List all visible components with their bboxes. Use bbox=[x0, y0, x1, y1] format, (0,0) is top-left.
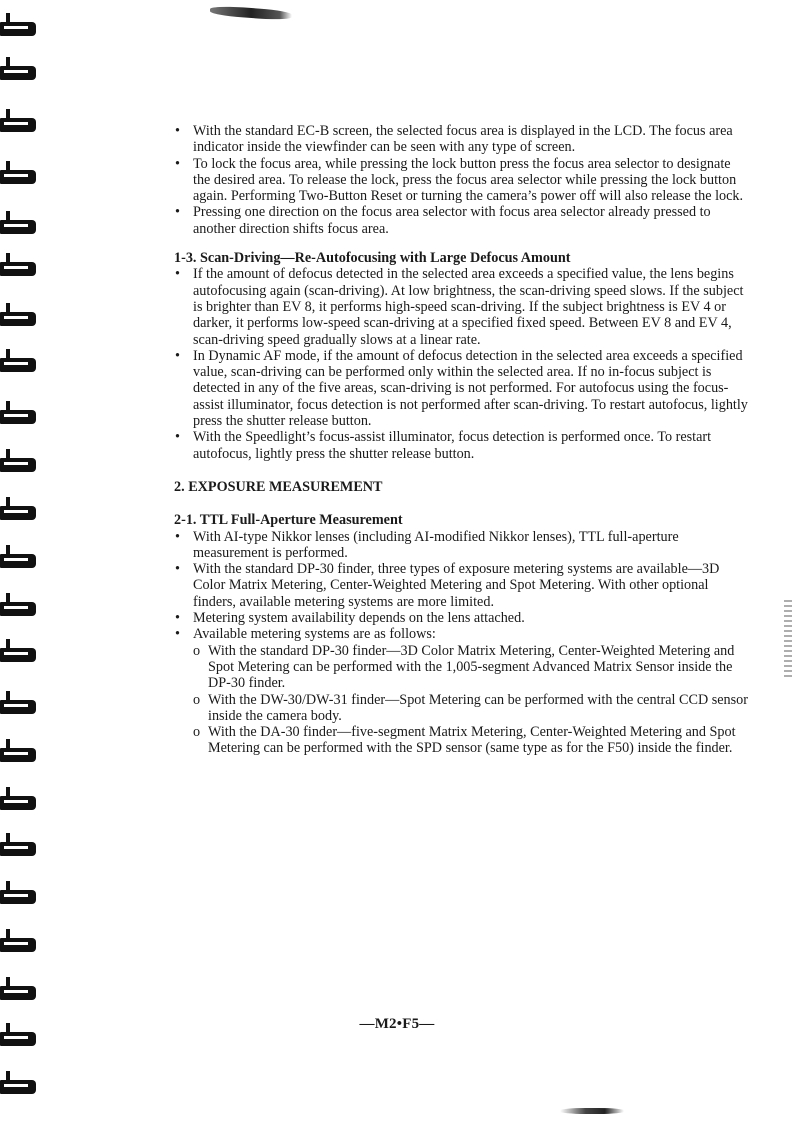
scan-smudge bbox=[560, 1108, 624, 1114]
list-item: • With the Speedlight’s focus-assist illuminator, focus detection is performed once. To restart autofocus, lightly press the shutter release button. bbox=[174, 429, 750, 462]
binding-tab bbox=[0, 410, 36, 424]
binding-tab bbox=[0, 842, 36, 856]
section-heading-scan-driving: 1-3. Scan-Driving—Re-Autofocusing with Large Defocus Amount bbox=[174, 250, 571, 267]
binding-tab bbox=[0, 506, 36, 520]
binding-tab bbox=[0, 458, 36, 472]
list-item-text: Available metering systems are as follows: bbox=[193, 626, 436, 643]
binding-tab bbox=[0, 890, 36, 904]
binding-tab bbox=[0, 262, 36, 276]
binding-tab bbox=[0, 220, 36, 234]
binding-tab bbox=[0, 602, 36, 616]
binding-tab bbox=[0, 748, 36, 762]
list-item: • In Dynamic AF mode, if the amount of defocus detection in the selected area exceeds a specified value, scan-driving can be performed only within the selected area. If no in-focus subject is detected in any of the five areas, scan-driving is not performed. For autofocus using the focus-assist illuminator, focus detection is not performed after scan-driving. To restart autofocus, lightly press the shutter release button. bbox=[174, 348, 750, 429]
scan-smudge bbox=[210, 5, 292, 21]
binding-tab bbox=[0, 170, 36, 184]
page-number: —M2•F5— bbox=[359, 1016, 435, 1032]
list-item bbox=[174, 626, 750, 756]
binding-tab bbox=[0, 648, 36, 662]
list-item: • With the standard DP-30 finder, three types of exposure metering systems are available—3D Color Matrix Metering, Center-Weighted Metering and Spot Metering. With other optional finders, available metering systems are more limited. bbox=[174, 561, 750, 610]
binding-tab bbox=[0, 1032, 36, 1046]
list-item: • If the amount of defocus detected in the selected area exceeds a specified value, the lens begins autofocusing again (scan-driving). At low brightness, the scan-driving speed slows. If the subject is brighter than EV 8, it performs high-speed scan-driving. If the subject brightness is EV 4 or darker, it performs low-speed scan-driving at a specified fixed speed. Between EV 8 and EV 4, scan-driving speed gradually slows at a linear rate. bbox=[174, 266, 750, 347]
sub-list-item: o With the DA-30 finder—five-segment Matrix Metering, Center-Weighted Metering and Spot Metering can be performed with the SPD sensor (same type as for the F50) inside the finder. bbox=[193, 724, 750, 757]
list-item: • With AI-type Nikkor lenses (including AI-modified Nikkor lenses), TTL full-aperture measurement is performed. bbox=[174, 529, 750, 562]
binding-tab bbox=[0, 312, 36, 326]
section-heading-ttl-full-aperture: 2-1. TTL Full-Aperture Measurement bbox=[174, 512, 403, 529]
binding-tab bbox=[0, 986, 36, 1000]
binding-tab bbox=[0, 938, 36, 952]
focus-area-list bbox=[174, 123, 750, 237]
binding-tab bbox=[0, 554, 36, 568]
list-item: • Pressing one direction on the focus area selector with focus area selector already pressed to another direction shifts focus area. bbox=[174, 204, 750, 237]
list-item: • With the standard EC-B screen, the selected focus area is displayed in the LCD. The focus area indicator inside the viewfinder can be seen with any type of screen. bbox=[174, 123, 750, 156]
binding-tab bbox=[0, 358, 36, 372]
binding-tab bbox=[0, 22, 36, 36]
sub-list-item: o With the DW-30/DW-31 finder—Spot Metering can be performed with the central CCD sensor inside the camera body. bbox=[193, 692, 750, 725]
binding-tab bbox=[0, 1080, 36, 1094]
section-heading-exposure-measurement: 2. EXPOSURE MEASUREMENT bbox=[174, 478, 383, 495]
list-item: • Metering system availability depends on the lens attached. bbox=[174, 610, 750, 626]
binding-strip bbox=[0, 0, 40, 1122]
binding-tab bbox=[0, 700, 36, 714]
list-item: • To lock the focus area, while pressing the lock button press the focus area selector to designate the desired area. To release the lock, press the focus area selector while pressing the lock button again. Performing Two-Button Reset or turning the camera’s power off will also release the lock. bbox=[174, 156, 750, 205]
sub-list-item: o With the standard DP-30 finder—3D Color Matrix Metering, Center-Weighted Metering and Spot Metering can be performed with the 1,005-segment Advanced Matrix Sensor inside the DP-30 finder. bbox=[193, 643, 750, 692]
document-body bbox=[174, 123, 750, 757]
finder-metering-sublist bbox=[193, 643, 750, 757]
metering-list bbox=[174, 529, 750, 757]
scan-driving-list bbox=[174, 266, 750, 462]
binding-tab bbox=[0, 66, 36, 80]
binding-tab bbox=[0, 796, 36, 810]
scan-smudge bbox=[784, 600, 792, 680]
binding-tab bbox=[0, 118, 36, 132]
